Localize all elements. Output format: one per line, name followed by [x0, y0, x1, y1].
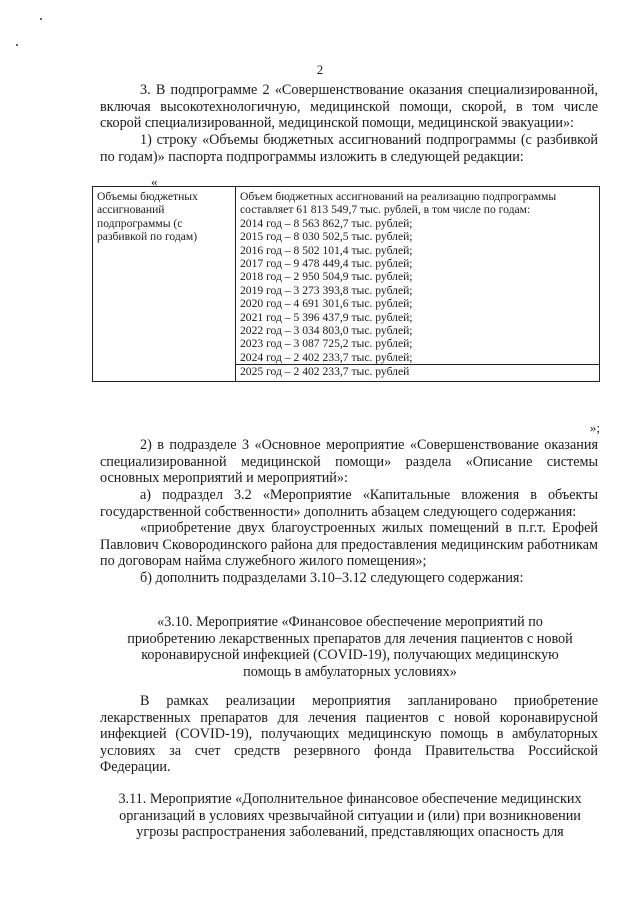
paragraph-3-1: 1) строку «Объемы бюджетных ассигнований подпрограммы (с разбивкой по годам)» паспорта подпрограммы изложить в следующей редакции: [100, 132, 598, 165]
page-number: 2 [316, 62, 324, 77]
paragraph-2b: б) дополнить подразделами 3.10–3.12 следующего содержания: [140, 570, 524, 586]
year-row: 2022 год – 3 034 803,0 тыс. рублей; [240, 324, 413, 338]
paragraph-2: 2) в подразделе 3 «Основное мероприятие «Совершенствование оказания специализированной медицинской помощи» раздела «Описание системы основных мероприятий и мероприятий»: [100, 437, 598, 487]
quote-close: »; [589, 420, 600, 435]
quote-open: « [151, 174, 158, 189]
year-row: 2017 год – 9 478 449,4 тыс. рублей; [240, 257, 413, 271]
scan-speck [16, 44, 18, 46]
year-row: 2015 год – 8 030 502,5 тыс. рублей; [240, 230, 413, 244]
year-row: 2019 год – 3 273 393,8 тыс. рублей; [240, 283, 413, 297]
paragraph-2a: а) подраздел 3.2 «Мероприятие «Капитальные вложения в объекты государственной собственности» дополнить абзацем следующего содержания: [100, 487, 598, 520]
heading-3-11: 3.11. Мероприятие «Дополнительное финансовое обеспечение медицинских организаций в условиях чрезвычайной ситуации и (или) при возникновении угрозы распространения заболеваний, представляющих опасность для [118, 791, 582, 841]
paragraph-2a-quote: «приобретение двух благоустроенных жилых помещений в п.г.т. Ерофей Павлович Сковородинского района для предоставления медицинским работникам по договорам найма служебного жилого помещения»; [100, 520, 598, 570]
paragraph-3: 3. В подпрограмме 2 «Совершенствование оказания специализированной, включая высокотехнологичную, медицинской помощи, скорой, в том числе скорой специализированной, медицинской помощи, медицинской эвакуации»: [100, 82, 598, 132]
year-row: 2018 год – 2 950 504,9 тыс. рублей; [240, 270, 413, 284]
paragraph-3-10: В рамках реализации мероприятия запланировано приобретение лекарственных препаратов для лечения пациентов с новой коронавирусной инфекцией (COVID-19), получающих медицинскую помощь в амбулаторных условиях за счет средств резервного фонда Правительства Российской Федерации. [100, 693, 598, 776]
heading-3-10: «3.10. Мероприятие «Финансовое обеспечение мероприятий по приобретению лекарственных препаратов для лечения пациентов с новой коронавирусной инфекцией (COVID-19), получающих медицинскую помощь в амбулаторных условиях» [127, 614, 573, 680]
year-row: 2014 год – 8 563 862,7 тыс. рублей; [240, 216, 413, 230]
budget-table [92, 186, 600, 382]
year-row: 2021 год – 5 396 437,9 тыс. рублей; [240, 310, 413, 324]
year-row: 2016 год – 8 502 101,4 тыс. рублей; [240, 243, 413, 257]
scan-speck [40, 18, 42, 20]
table-left-cell: Объемы бюджетных ассигнований подпрограммы (с разбивкой по годам) [93, 187, 236, 382]
table-right-cell [236, 187, 600, 382]
table-intro: Объем бюджетных ассигнований на реализацию подпрограммы составляет 61 813 549,7 тыс. рублей, в том числе по годам: [240, 190, 557, 217]
year-row: 2023 год – 3 087 725,2 тыс. рублей; [240, 337, 413, 351]
year-row: 2025 год – 2 402 233,7 тыс. рублей [236, 364, 599, 378]
year-row: 2020 год – 4 691 301,6 тыс. рублей; [240, 297, 413, 311]
year-row: 2024 год – 2 402 233,7 тыс. рублей; [240, 350, 413, 364]
